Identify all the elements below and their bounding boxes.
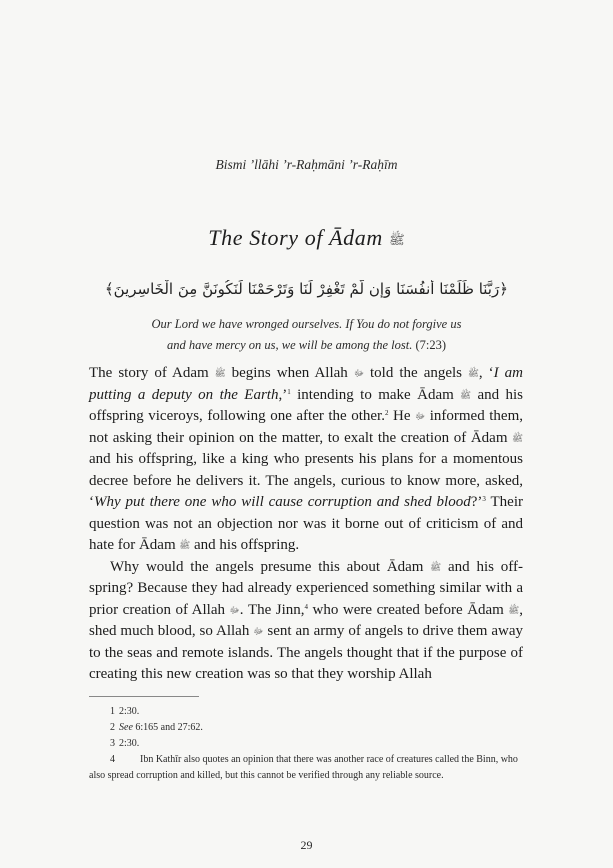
honorific-icon: ﷺ	[430, 561, 442, 572]
honorific-icon: ﷻ	[253, 626, 264, 636]
page-number: 29	[300, 838, 313, 852]
paragraph-1: The story of Adam ﷺ begins when Allah ﷻ told the angels ﷺ, ‘I am putting a deputy on the Earth,’$^1$ intending to make Ādam ﷺ and his offspring viceroys, following one after the other.$^2$ He ﷻ informed them, not asking their opinion on the matter, to exalt the creation of Ādam ﷺ and his offspring, like a king who presents his plans for a momentous decree before he delivers it. The angels, curious to know more, asked, ‘Why put there one who will cause corruption and shed blood?’$^3$ Their question was not an objection nor was it borne out of criticism of and hate for Ādam ﷺ and his offspring.	[89, 365, 524, 553]
honorific-icon: ﷺ	[460, 389, 472, 400]
verse-translation-line1: Our Lord we have wronged ourselves. If You do not forgive us	[151, 317, 462, 331]
verse-translation-line2: and have mercy on us, we will be among the lost.	[166, 338, 413, 352]
honorific-icon: ﷺ	[512, 432, 523, 443]
footnote-text: 2:30.	[119, 706, 140, 717]
body-text	[89, 363, 523, 686]
footnote-text: 2:30.	[119, 738, 140, 749]
footnote-ref: 2	[384, 409, 389, 417]
footnote-ref: 1	[287, 387, 291, 396]
footnote-item	[89, 752, 523, 784]
paragraph-2: Why would the angels presume this about Ādam ﷺ and his off-spring? Because they had already experienced something similar with a prior creation of Allah ﷻ. The Jinn,$^4$ who were created before Ādam ﷺ, shed much blood, so Allah ﷻ sent an army of angels to drive them away to the seas and remote islands. The angels thought that if the purpose of creating this new creation was so that they worship Allah	[89, 558, 523, 682]
footnote-item	[89, 720, 523, 736]
footnote-see: See	[119, 722, 133, 733]
bismillah-heading: Bismi ’llāhi ’r-Raḥmāni ’r-Raḥīm	[215, 157, 398, 172]
footnote-ref: 3	[482, 495, 486, 503]
footnotes	[89, 704, 523, 784]
honorific-icon: ﷺ	[214, 368, 226, 378]
quote: I am putting a deputy on the Earth	[89, 365, 524, 403]
honorific-icon: ﷺ	[468, 368, 479, 378]
honorific-icon: ﷺ	[508, 604, 520, 615]
quote: Why put there one who will cause corruption and shed blood	[94, 494, 471, 510]
honorific-icon: ﷻ	[415, 411, 426, 421]
verse-translation	[0, 314, 613, 356]
footnote-number: 2	[110, 722, 115, 733]
honorific-icon: ﷺ	[179, 540, 191, 550]
honorific-icon: ﷻ	[353, 368, 364, 378]
quran-verse-arabic: ﴿رَبَّنَا ظَلَمْنَا أَنفُسَنَا وَإِن لَّمْ تَغْفِرْ لَنَا وَتَرْحَمْنَا لَنَكُونَنَّ مِنَ الْخَاسِرِينَ﴾	[105, 280, 508, 298]
footnote-divider	[89, 696, 199, 697]
chapter-title-text: The Story of Ādam	[208, 225, 383, 250]
chapter-title	[0, 225, 613, 251]
footnote-number: 4	[110, 754, 115, 765]
footnote-item	[89, 704, 523, 720]
honorific-icon: ﷺ	[388, 232, 405, 247]
footnote-number: 1	[110, 706, 115, 717]
footnote-text: 6:165 and 27:62.	[132, 722, 203, 733]
verse-reference: (7:23)	[415, 338, 447, 352]
honorific-icon: ﷻ	[229, 604, 240, 615]
footnote-number: 3	[110, 738, 115, 749]
footnote-text: Ibn Kathīr also quotes an opinion that there was another race of creatures called the Binn, who also spread corruption and killed, but this cannot be verified through any reliable source.	[89, 754, 518, 781]
footnote-item	[89, 736, 523, 752]
footnote-ref: 4	[304, 602, 309, 611]
